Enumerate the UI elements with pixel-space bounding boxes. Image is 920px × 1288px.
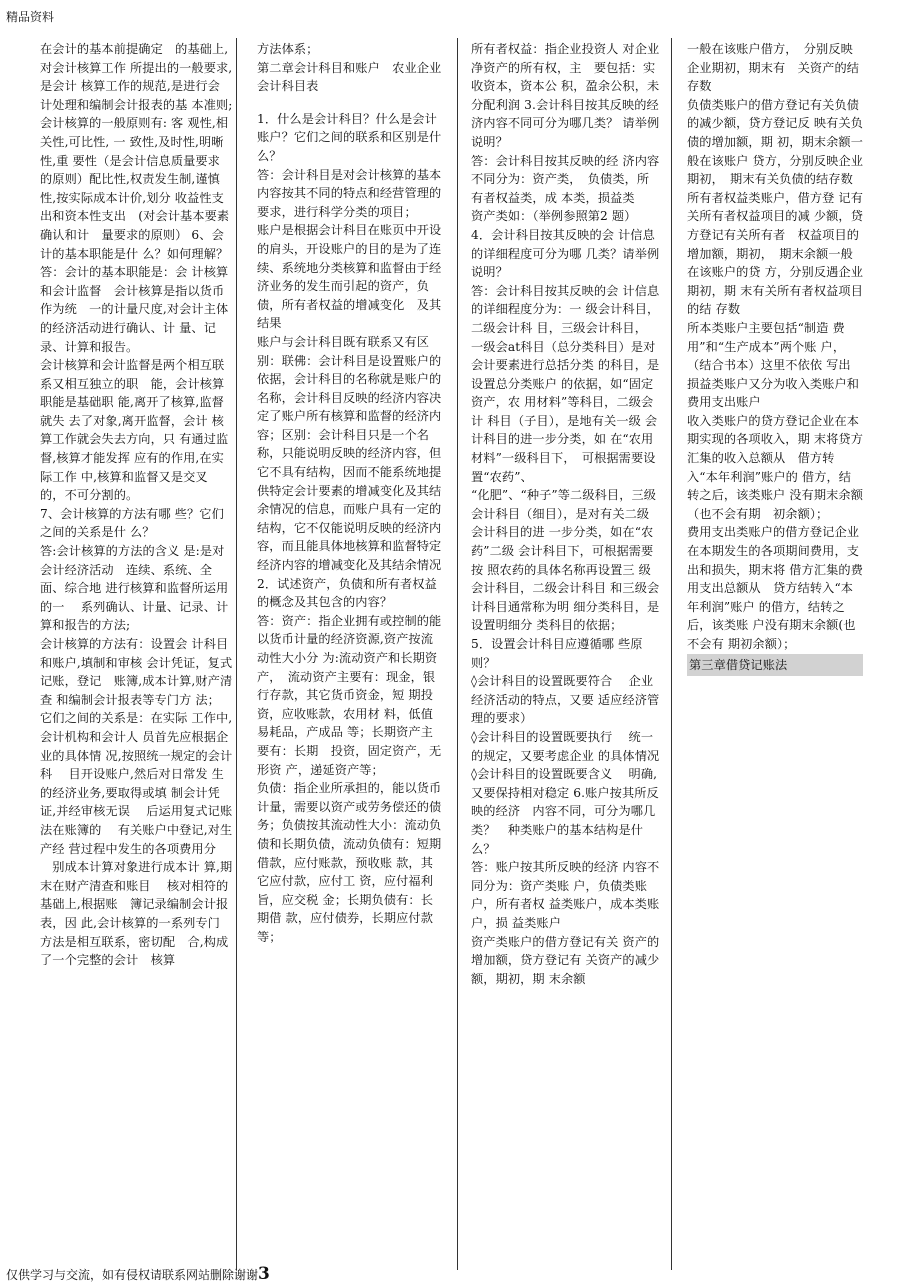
paragraph: “化肥”、“种子”等二级科目，三级会计科目（细目），是对有关二级会计科目的进 一步分类，如在“农药”二级 会计科目下，可根据需要按 照农药的具体名称再设置三 级会计科目，二级会计科目 和三级会计科目通常称为明 细分类科目，是设置明细分 类科目的依据； xyxy=(471,488,660,633)
text-column-3 xyxy=(471,40,672,1272)
paragraph: 答：会计科目按其反映的经 济内容不同分为：资产类， 负债类，所有者权益类，成 本类，损益类 xyxy=(471,153,660,205)
paragraph: 一般在该账户借方， 分别反映企业期初，期末有 关资产的结存数 xyxy=(687,42,860,94)
paragraph: 账户是根据会计科目在账页中开设的肩头，开设账户的目的是为了连续、系统地分类核算和监督由于经济业务的发生而引起的资产，负债，所有者权益的增减变化 及其结果 xyxy=(257,223,442,331)
paragraph: 损益类账户又分为收入类账户和费用支出账户 xyxy=(687,376,860,410)
paragraph: 收入类账户的贷方登记企业在本期实现的各项收入，期 末将贷方汇集的收入总额从 借方转入“本年利润”账户的 借方，结转之后，该类账户 没有期末余额（也不会有期 初余额）； xyxy=(687,413,863,521)
paragraph: ◊会计科目的设置既要符合 企业经济活动的特点，又要 适应经济管理的要求） xyxy=(471,674,660,726)
paragraph: 账户与会计科目既有联系又有区别：联佛：会计科目是设置账户的依据，会计科目的名称就是账户的名称，会计科目反映的经济内容决定了账户所有核算和监督的经济内容；区别：会计科目只是一个名称，只能说明反映的经济内容，但它不具有结构，因而不能系统地提供特定会计要素的增减变化及其结余情况的信息，而账户具有一定的结构，它不仅能说明反映的经济内容，而且能具体地核算和监督特定经济内容的增减变化及其结余情况 xyxy=(257,334,442,573)
paragraph: 7、会计核算的方法有哪 些？它们之间的关系是什 么？ xyxy=(40,506,224,540)
paragraph: 答：会计科目按其反映的会 计信息的详细程度分为：一 级会计科目，二级会计科 目，三级会计科目， xyxy=(471,283,660,335)
column-divider xyxy=(671,38,672,1270)
paragraph: 答:会计核算的方法的含义 是:是对会计经济活动 连续、系统、全面、综合地 进行核算和监督所运用的一 系列确认、计量、记录、计 算和报告的方法; xyxy=(40,544,229,633)
chapter-title: 第二章会计科目和账户 农业企业会计科目表 xyxy=(257,60,442,94)
paragraph: 一级会at科目（总分类科目）是对会计要素进行总括分类 的科目，是设置总分类账户 的依据，如“固定资产，农 用材料”等科目，二级会计 科目（子目），是地有关一级 会计科目的进一步分类，如 在“农用材料”一级科目下， 可根据需要设置“农药”、 xyxy=(471,339,660,484)
question: 2．试述资产，负债和所有者权益的概念及其包含的内容？ xyxy=(257,576,437,610)
text-column-1 xyxy=(40,40,233,1272)
paragraph: ◊会计科目的设置既要含义 明确,又要保持相对稳定 6.账户按其所反映的经济 内容不同，可分为哪几类？ 种类账户的基本结构是什 么？ xyxy=(471,767,659,856)
page-number: 3 xyxy=(258,1264,270,1284)
text-column-2 xyxy=(257,40,443,1272)
footer-text: 仅供学习与交流，如有侵权请联系网站删除谢谢 xyxy=(6,1268,259,1282)
question: 5．设置会计科目应遵循哪 些原则？ xyxy=(471,637,643,670)
paragraph: 方法体系； xyxy=(257,42,319,56)
paragraph: 费用支出类账户的借方登记企业在本期发生的各项期间费用，支出和损失，期末将 借方汇集的费用支出总额从 贷方结转入“本年利润”账户 的借方，结转之后，该类账 户没有期末余额(也不会有 期初余额）； xyxy=(687,525,863,651)
spacer xyxy=(257,96,443,110)
paragraph: 负债：指企业所承担的，能以货币计量，需要以资产或劳务偿还的债务；负债按其流动性大小：流动负债和长期负债，流动负债有：短期借款，应付账款，预收账 款，其它应付款，应付工 资，应付福利旨，应交税 金；长期负债有：长期借 款，应付债券，长期应付款 等； xyxy=(257,781,442,944)
question: 1．什么是会计科目？什么是会计账户？它们之间的联系和区别是什么？ xyxy=(257,111,442,163)
text-column-4 xyxy=(687,40,866,1272)
paragraph: 它们之间的关系是：在实际 工作中,会计机构和会计人 员首先应根据企业的具体情 况,按照统一规定的会计科 目开设账户,然后对日常发 生的经济业务,要取得或填 制会计凭证,并经审核无误 后运用复式记账法在账簿的 有关账户中登记,对生产经 营过程中发生的各项费用分 别成本计算对象进行成本计 算,期末在财产清查和账目 核对相符的基础上,根据账 簿记录编制会计报表，因 此,会计核算的一系列专门 方法是相互联系，密切配 合,构成了一个完整的会计 核算 xyxy=(40,711,233,968)
paragraph: 所有者权益：指企业投资人 对企业净资产的所有权，主 要包括：实收资本，资本公 积，盈余公积，未分配利润 3.会计科目按其反映的经 济内容不同可分为哪几类？ 请举例说明？ xyxy=(471,42,672,149)
column-divider xyxy=(457,38,458,1270)
paragraph: 资产类账户的借方登记有关 资产的增加额，贷方登记有 关资产的减少额，期初，期 末余额 xyxy=(471,934,660,986)
page-footer xyxy=(6,1264,270,1284)
paragraph: 答：会计的基本职能是：会 计核算和会计监督 会计核算是指以货币作为统 一的计量尺度,对会计主体 的经济活动进行确认、计 量、记录、计算和报告。 xyxy=(40,265,229,354)
chapter-heading: 第三章借贷记账法 xyxy=(687,654,863,677)
column-divider xyxy=(236,38,237,1270)
paragraph: 答：账户按其所反映的经济 内容不同分为：资产类账 户，负债类账户，所有者权 益类账户，成本类账户，损 益类账户 xyxy=(471,860,660,930)
paragraph: 负债类账户的借方登记有关负债的减少额，贷方登记反 映有关负债的增加额，期 初，期末余额一般在该账户 贷方，分别反映企业期初， 期末有关负债的结存数 所有者权益类账户，借方登 记有关所有者权益项目的减 少额，贷方登记有关所有者 权益项目的增加额，期初， 期末余额一般在该账户的贷 方，分别反遇企业期初，期 末有关所有者权益项目的结 存数 xyxy=(687,97,866,317)
paragraph: 资产类如：（举例参照第2 题） xyxy=(471,209,637,224)
paragraph: 会计核算和会计监督是两个相互联系又相互独立的职 能，会计核算职能是基础职 能,离开了核算,监督就失 去了对象,离开监督，会计 核算工作就会失去方向，只 有通过监督,核算才能发挥 应有的作用,在实际工作 中,核算和监督又是交叉 的，不可分割的。 xyxy=(40,358,229,503)
paragraph: 答：资产：指企业拥有或控制的能以货币计量的经济资源,资产按流动性大小分 为:流动资产和长期资产， 流动资产主要有：现金，银 行存款，其它货币资金，短 期投资，应收账款，农用材 料，低值易耗品，产成品 等；长期资产主要有：长期 投资，固定资产，无形资 产，递延资产等； xyxy=(257,613,442,777)
question: 4．会计科目按其反映的会 计信息的详细程度可分为哪 几类？请举例说明？ xyxy=(471,227,660,280)
paragraph: 答：会计科目是对会计核算的基本内容按其不同的特点和经营管理的要求，进行科学分类的项目； xyxy=(257,167,442,219)
paragraph: 会计核算的方法有：设置会 计科目和账户,填制和审核 会计凭证，复式记账，登记 账簿,成本计算,财产清查 和编制会计报表等专门方 法； xyxy=(40,637,233,707)
paragraph: 所本类账户主要包括“制造 费用”和“生产成本”两个账 户，（结合书本）这里不依依 写出 xyxy=(687,320,851,373)
paragraph: 在会计的基本前提确定 的基础上,对会计核算工作 所提出的一般要求,是会计 核算工作的规范,是进行会 计处理和编制会计报表的基 本准则; xyxy=(40,42,233,112)
paragraph: ◊会计科目的设置既要执行 统一的规定，又要考虑企业 的具体情况 xyxy=(471,729,660,763)
page-header: 精品资料 xyxy=(6,10,55,24)
paragraph: 会计核算的一般原则有: 客 观性,相关性,可比性, 一 致性,及时性,明晰性,重 要性（是会计信息质量要求 的原则）配比性,权责发生制,谨慎 性,按实际成本计价,划分 收益性支出和资本性支出 (对会计基本要素确认和计 量要求的原则） 6、会计的基本职能是什 么？如何理解？ xyxy=(40,116,230,261)
